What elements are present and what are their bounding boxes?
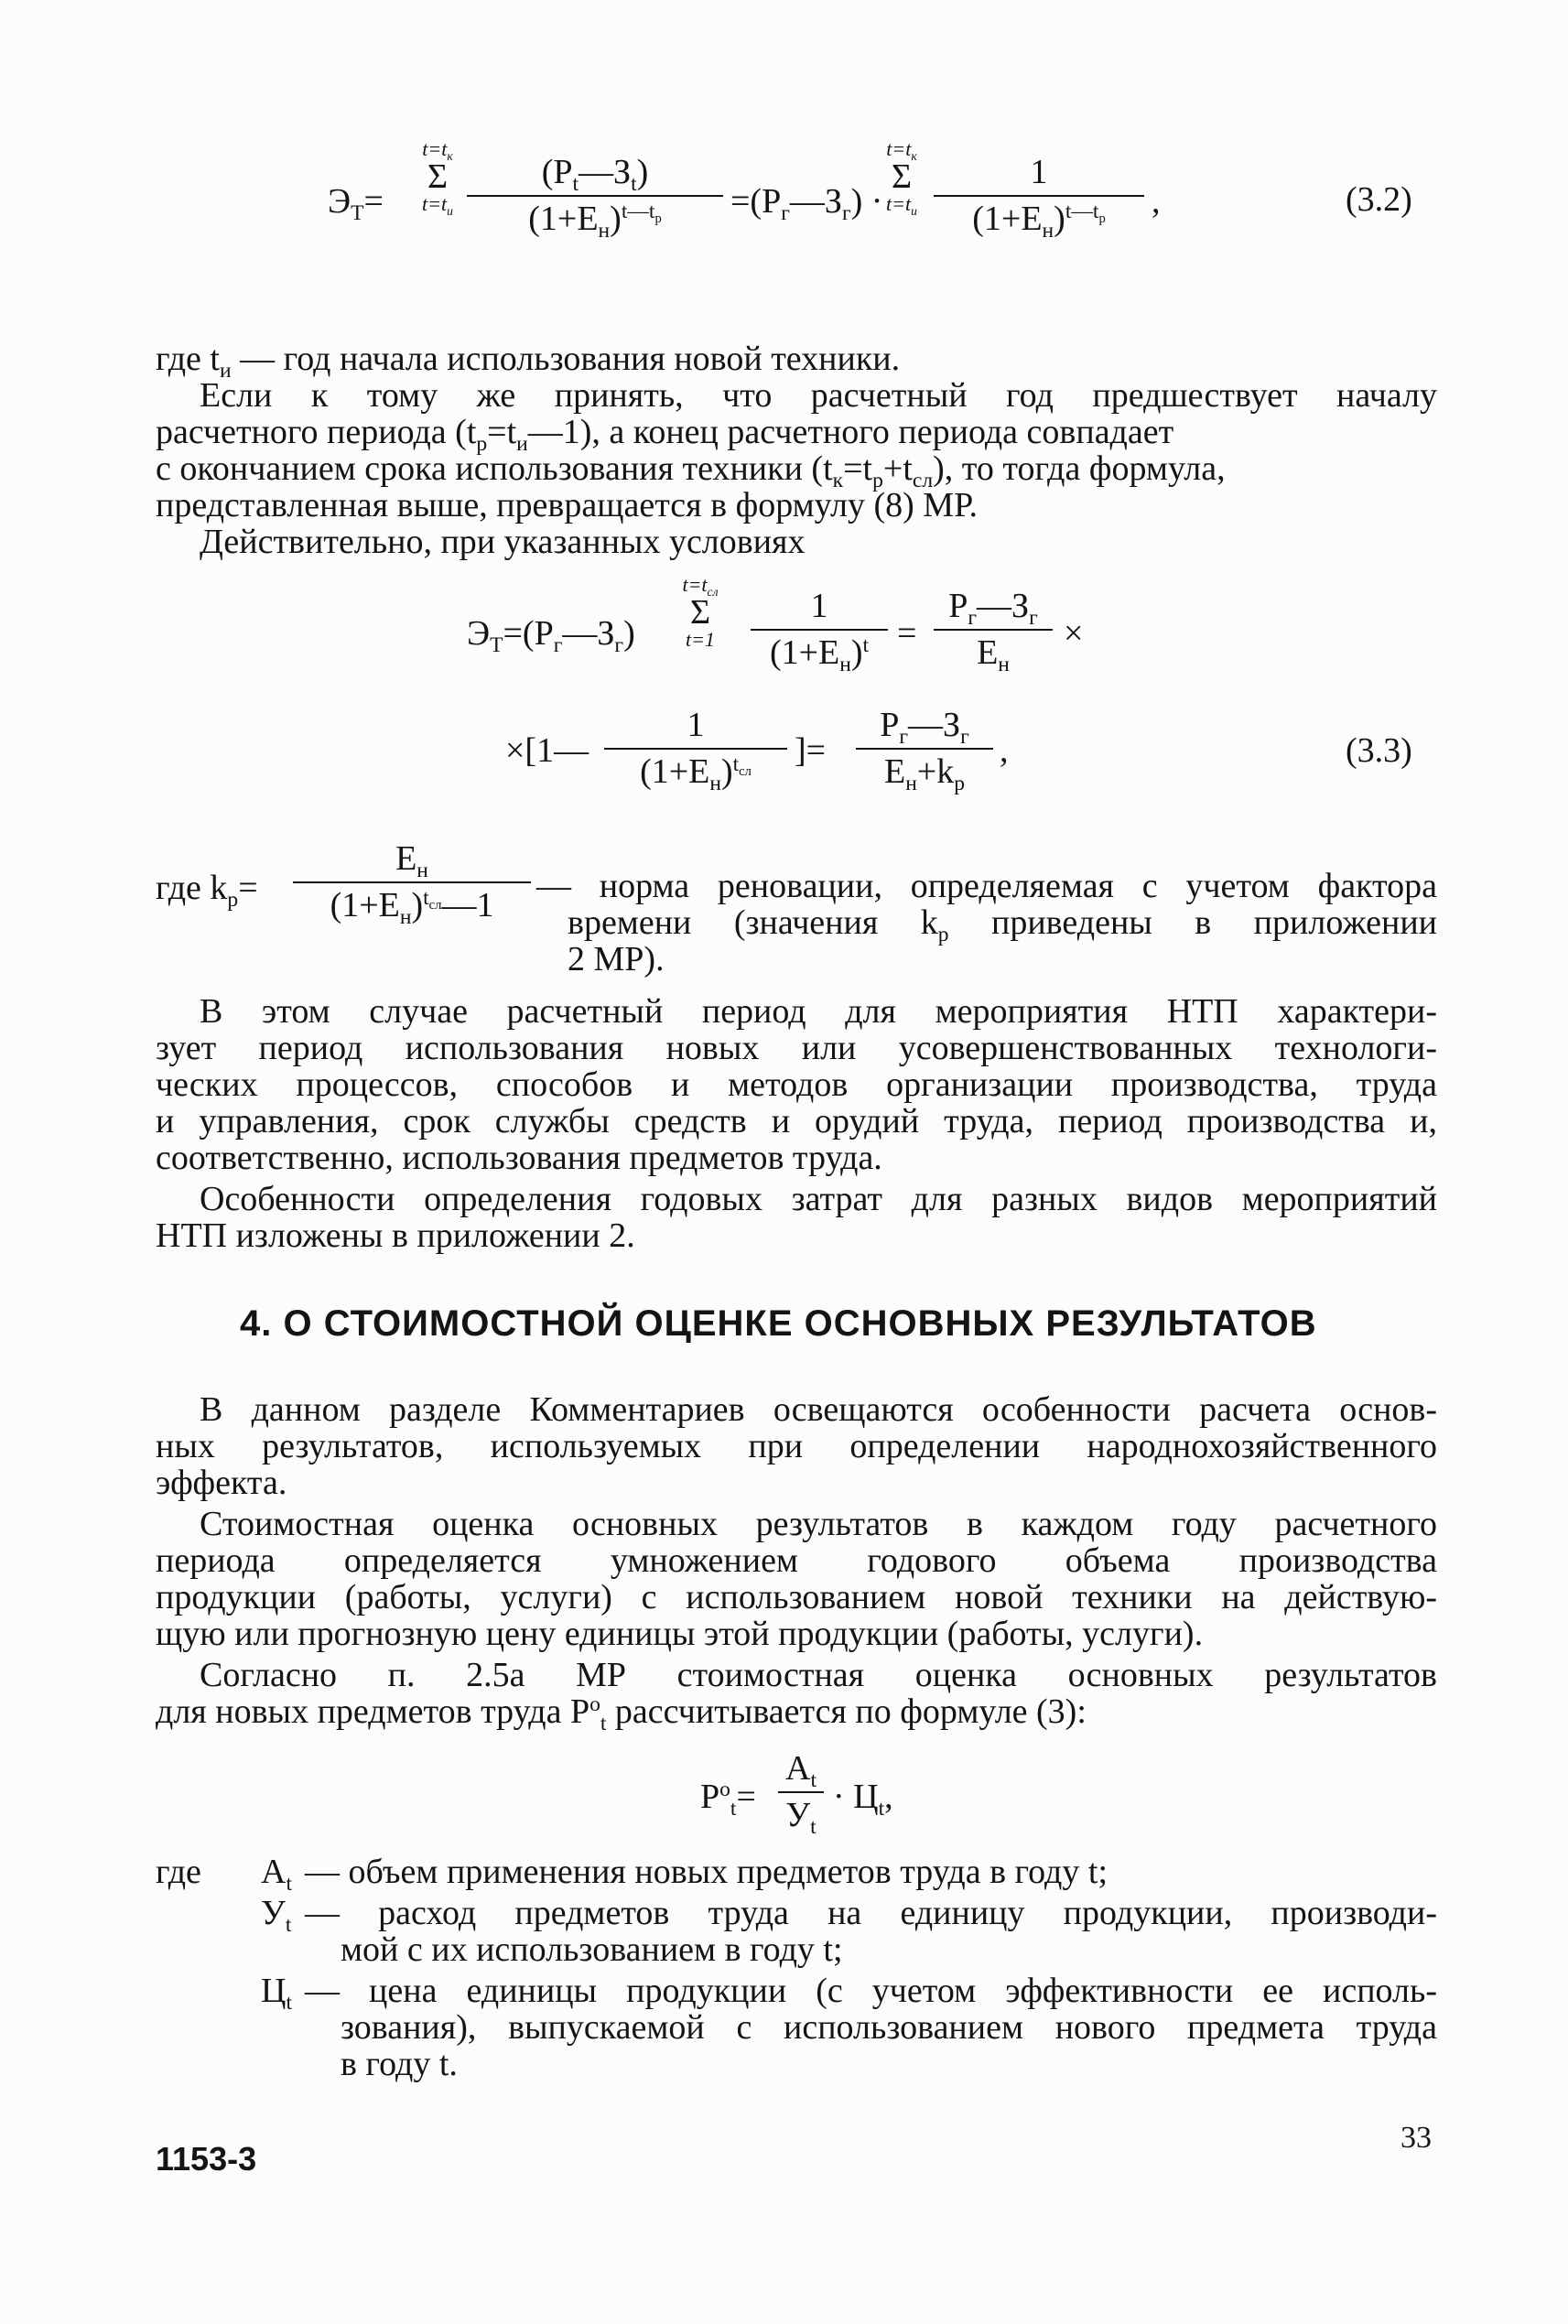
- formula-number: (3.3): [1346, 731, 1412, 770]
- document-page: $Э_Т=$ $t=t_к$ Σ $t=t_и$ $(Р_t—З_t)$ $(1+Е_н)^{t—t_р}$ $=(Р_г—З_г)$ · $t=t_к$ Σ $t=t_и$ 1 $(1+Е_н)^{t—t_р}$ , (3.2) где $t_и$ — год начала использования новой техники. Если к тому же принять, что расчетный год предшествует началу расчетного периода $(t_р=t_и—1)$, а конец расчетного периода совпадает с окончанием срока использования техники $(t_к=t_р+t_{сл})$, то тогда формула, представленная выше, превращается в формулу (8) МР. Действительно, при указанных условиях $Э_Т=(Р_г—З_г)$ $t=t_{сл}$ Σ t=1 1 $(1+Е_н)^t$ = $Р_г—З_г$ $Е_н$ × ×[1— 1 $(1+Е_н)^{t_{сл}}$ ]= $Р_г—З_г$ $Е_н+k_р$ , (3.3) где $k_р=$ $Е_н$ $(1+Е_н)^{t_{сл}}—1$ — норма реновации, определяемая с учетом фактора времени (значения $k_р$ приведены в приложении 2 МР). В этом случае расчетный период для мероприятия НТП характери- зует период использования новых или усовершенствованных технологи- ческих процессов, способов и методов организации производства, труда и управления, срок службы средств и орудий труда, период производства и, соответственно, использования предметов труда. Особенности определения годовых затрат для разных видов мероприятий НТП изложены в приложении 2. 4. О СТОИМОСТНОЙ ОЦЕНКЕ ОСНОВНЫХ РЕЗУЛЬТАТОВ В данном разделе Комментариев освещаются особенности расчета основ- ных результатов, используемых при определении народнохозяйственного эффекта. Стоимостная оценка основных результатов в каждом году расчетного периода определяется умножением годового объема производства продукции (работы, услуги) с использованием новой техники на действую- щую или прогнозную цену единицы этой продукции (работы, услуги). Согласно п. 2.5а МР стоимостная оценка основных результатов для новых предметов труда $Р^о_t$ рассчитывается по формуле (3): $Р^о_t=$ $А_t$ $У_t$ · $Ц_t$, где $А_t$ — объем применения новых предметов труда в году t; $У_t$ — расход предметов труда на единицу продукции, производи- мой с их использованием в году t; $Ц_t$ — цена единицы продукции (с учетом эффективности ее исполь- зования), выпускаемой с использованием нового предмета труда в году t. 1153-3 33: [156, 137, 1437, 2178]
- fraction: 1 $(1+Е_н)^{t_{сл}}$: [604, 707, 787, 791]
- fraction: $Е_н$ $(1+Е_н)^{t_{сл}}—1$: [293, 840, 531, 924]
- fraction: 1 $(1+Е_н)^t$: [751, 588, 888, 672]
- paragraph: где $t_и$ — год начала использования новой техники.: [156, 340, 901, 384]
- fraction: $Р_г—З_г$ $Е_н+k_р$: [856, 707, 993, 791]
- fraction: $(Р_t—З_t)$ $(1+Е_н)^{t—t_р}$: [467, 154, 723, 238]
- formula-number: (3.2): [1346, 180, 1412, 219]
- sum-symbol: $t=t_к$ Σ $t=t_и$: [886, 137, 917, 218]
- fraction: $Р_г—З_г$ $Е_н$: [934, 588, 1053, 672]
- paragraph: Действительно, при указанных условиях: [200, 523, 806, 561]
- fraction: $А_t$ $У_t$: [778, 1750, 824, 1834]
- sum-symbol: $t=t_к$ Σ $t=t_и$: [422, 137, 453, 218]
- print-code: 1153-3: [156, 2140, 257, 2178]
- sum-symbol: $t=t_{сл}$ Σ t=1: [682, 573, 719, 651]
- fraction: 1 $(1+Е_н)^{t—t_р}$: [934, 154, 1144, 238]
- page-number: 33: [1400, 2121, 1432, 2155]
- section-heading: 4. О СТОИМОСТНОЙ ОЦЕНКЕ ОСНОВНЫХ РЕЗУЛЬТАТОВ: [240, 1303, 1317, 1344]
